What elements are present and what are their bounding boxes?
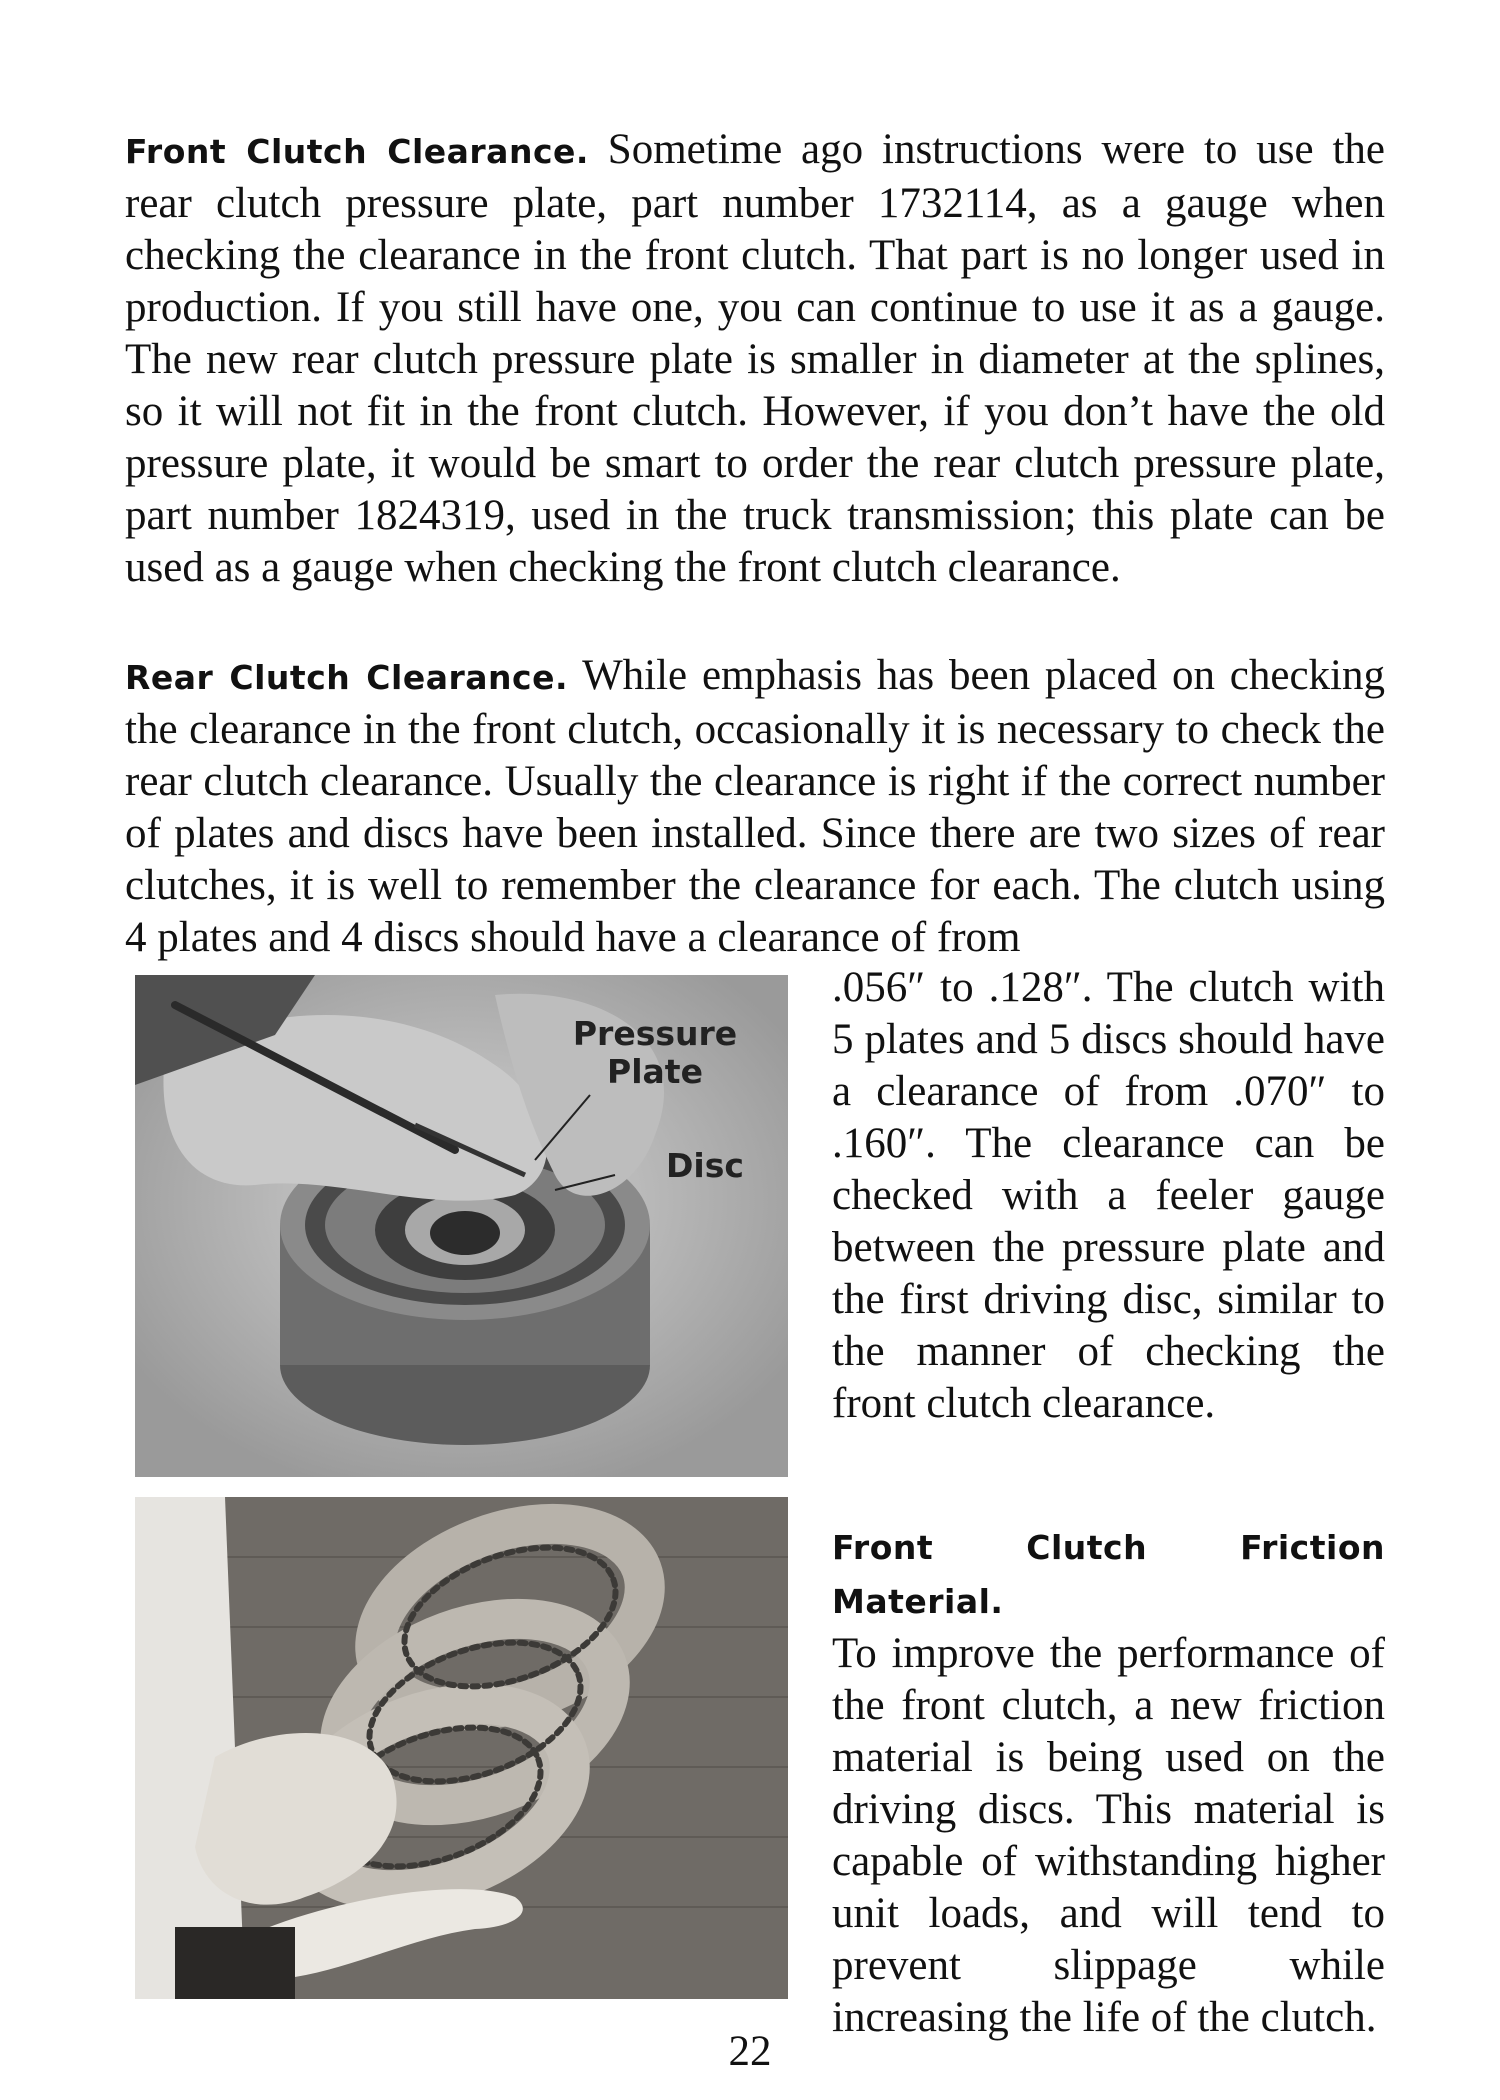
section-body: While emphasis has been placed on checking the clearance in the front clutch, occasionally it is necessary to check the rear clutch clearance. Usually the clearance is right if the correct number of plates and discs have been installed. Since there are two sizes of rear clutches, it is well to remember the clearance for each. The clutch using 4 plates and 4 discs should have a clearance of from — [125, 652, 1385, 961]
photo-illustration — [135, 1497, 788, 1999]
section-body: Sometime ago instructions were to use the rear clutch pressure plate, part number 1732114, as a gauge when checking the clearance in the front clutch. That part is no longer used in production. If you still have one, you can continue to use it as a gauge. The new rear clutch pressure plate is smaller in diameter at the splines, so it will not fit in the front clutch. However, if you don’t have the old pressure plate, it would be smart to order the rear clutch pressure plate, part number 1824319, used in the truck transmission; this plate can be used as a gauge when checking the front clutch clearance. — [125, 126, 1385, 591]
section-front-clutch-clearance — [125, 124, 1385, 594]
page-number: 22 — [728, 2028, 772, 2075]
photo-friction-discs — [135, 1497, 788, 1999]
section-heading: Front Clutch Clearance. — [125, 132, 589, 171]
section-rear-clutch-clearance-continued: .056″ to .128″. The clutch with 5 plates and 5 discs should have a clearance of from .070″ to .160″. The clearance can be checked with a feeler gauge between the pressure plate and the first driving disc, similar to the manner of checking the front clutch clearance. — [832, 964, 1385, 1427]
section-heading: Front Clutch Friction Material. — [832, 1528, 1385, 1621]
photo-checking-clearance — [135, 975, 788, 1477]
callout-pressure-plate: Pressure Plate — [572, 1014, 738, 1091]
section-body: To improve the performance of the front clutch, a new friction material is being used on the driving discs. This material is capable of withstanding higher unit loads, and will tend to prevent slippage while increasing the life of the clutch. — [832, 1630, 1385, 2041]
section-heading: Rear Clutch Clearance. — [125, 658, 569, 697]
callout-disc: Disc — [666, 1146, 744, 1185]
section-rear-clutch-clearance — [125, 650, 1385, 964]
section-front-clutch-friction-material — [832, 1520, 1385, 2044]
